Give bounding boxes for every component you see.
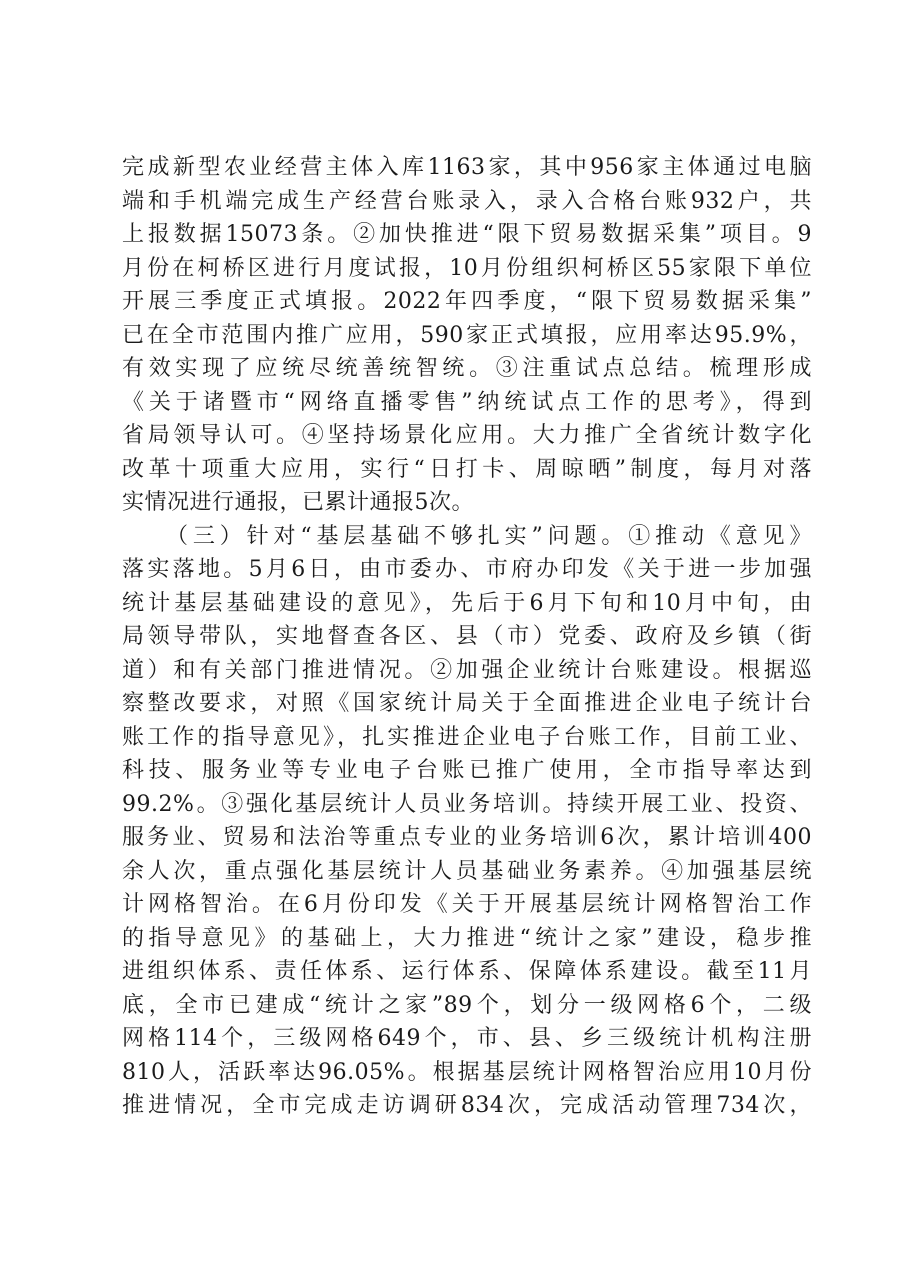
text-line: 计网格智治。在6月份印发《关于开展基层统计网格智治工作 (122, 892, 812, 917)
text-line: 科技、服务业等专业电子台账已推广使用，全市指导率达到 (122, 758, 812, 783)
text-line: 的指导意见》的基础上，大力推进“统计之家”建设，稳步推 (122, 925, 812, 951)
text-line: 局领导带队，实地督查各区、县（市）党委、政府及乡镇（街 (122, 624, 812, 649)
text-line: 进组织体系、责任体系、运行体系、保障体系建设。截至11月 (122, 959, 812, 984)
text-line: 察整改要求，对照《国家统计局关于全面推进企业电子统计台 (122, 691, 812, 716)
text-line: 已在全市范围内推广应用，590家正式填报，应用率达95.9%， (122, 322, 812, 348)
text-line: 《关于诸暨市“网络直播零售”纳统试点工作的思考》，得到 (122, 389, 812, 415)
text-line: 底，全市已建成“统计之家”89个，划分一级网格6个，二级 (122, 992, 812, 1018)
text-line: 开展三季度正式填报。2022年四季度，“限下贸易数据采集” (122, 289, 812, 314)
text-line: 月份在柯桥区进行月度试报，10月份组织柯桥区55家限下单位 (122, 255, 812, 281)
text-line: 服务业、贸易和法治等重点专业的业务培训6次，累计培训400 (122, 825, 812, 850)
text-line: 网格114个，三级网格649个，市、县、乡三级统计机构注册 (122, 1026, 812, 1051)
text-line: 810人，活跃率达96.05%。根据基层统计网格智治应用10月份 (122, 1059, 812, 1085)
text-line: 落实落地。5月6日，由市委办、市府办印发《关于进一步加强 (122, 557, 812, 582)
text-line: 统计基层基础建设的意见》，先后于6月下旬和10月中旬，由 (122, 590, 812, 616)
text-line: 余人次，重点强化基层统计人员基础业务素养。④加强基层统 (122, 858, 812, 884)
text-line: 有效实现了应统尽统善统智统。③注重试点总结。梳理形成 (122, 356, 812, 381)
text-line: 道）和有关部门推进情况。②加强企业统计台账建设。根据巡 (122, 657, 812, 683)
text-line: 99.2%。③强化基层统计人员业务培训。持续开展工业、投资、 (122, 791, 812, 817)
text-line: 省局领导认可。④坚持场景化应用。大力推广全省统计数字化 (122, 423, 812, 448)
text-line: 实情况进行通报，已累计通报5次。 (122, 490, 474, 515)
text-line: （三）针对“基层基础不够扎实”问题。①推动《意见》 (166, 523, 812, 549)
body-text (122, 151, 812, 1123)
text-line: 账工作的指导意见》，扎实推进企业电子台账工作，目前工业、 (122, 724, 812, 750)
text-line: 上报数据15073条。②加快推进“限下贸易数据采集”项目。9 (122, 222, 812, 247)
text-line: 端和手机端完成生产经营台账录入，录入合格台账932户，共 (122, 188, 812, 214)
text-line: 改革十项重大应用，实行“日打卡、周晾晒”制度，每月对落 (122, 456, 812, 482)
text-line: 完成新型农业经营主体入库1163家，其中956家主体通过电脑 (122, 155, 812, 180)
text-line: 推进情况，全市完成走访调研834次，完成活动管理734次， (122, 1093, 812, 1118)
